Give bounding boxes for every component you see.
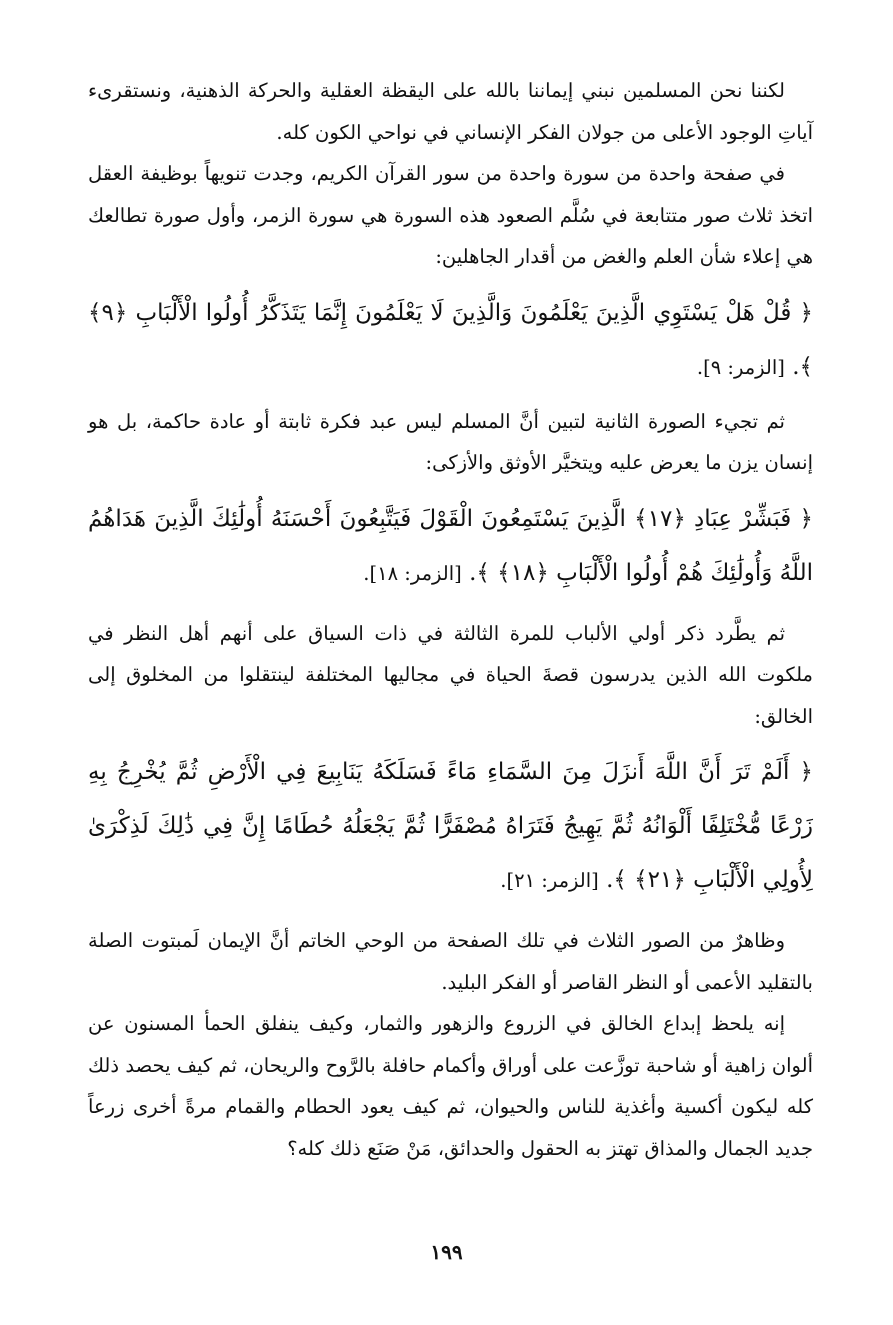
paragraph-3: ثم تجيء الصورة الثانية لتبين أنَّ المسلم ليس عبد فكرة ثابتة أو عادة حاكمة، بل هو إنسان يزن ما يعرض عليه ويتخيَّر الأوثق والأزكى: bbox=[88, 409, 813, 474]
page-number: ١٩٩ bbox=[430, 1240, 463, 1264]
verse-reference: [الزمر: ٩]. bbox=[696, 355, 785, 379]
paragraph-4: ثم يطَّرد ذكر أولي الألباب للمرة الثالثة في ذات السياق على أنهم أهل النظر في ملكوت الله الذين يدرسون قصةَ الحياة في مجاليها المختلفة لينتقلوا من المخلوق إلى الخالق: bbox=[88, 621, 813, 728]
page-body bbox=[88, 70, 813, 1169]
quran-verse-3 bbox=[88, 745, 813, 908]
verse-text: ﴿ أَلَمْ تَرَ أَنَّ اللَّهَ أَنزَلَ مِنَ السَّمَاءِ مَاءً فَسَلَكَهُ يَنَابِيعَ فِي الْأَرْضِ ثُمَّ يُخْرِجُ بِهِ زَرْعًا مُّخْتَلِفًا أَلْوَانُهُ ثُمَّ يَهِيجُ فَتَرَاهُ مُصْفَرًّا ثُمَّ يَجْعَلُهُ حُطَامًا إِنَّ فِي ذَٰلِكَ لَذِكْرَىٰ لِأُولِي الْأَلْبَابِ ﴿٢١﴾ ﴾. bbox=[88, 759, 813, 893]
verse-reference: [الزمر: ١٨]. bbox=[363, 561, 462, 585]
verse-text: ﴿ فَبَشِّرْ عِبَادِ ﴿١٧﴾ الَّذِينَ يَسْتَمِعُونَ الْقَوْلَ فَيَتَّبِعُونَ أَحْسَنَهُ أُولَٰئِكَ الَّذِينَ هَدَاهُمُ اللَّهُ وَأُولَٰئِكَ هُمْ أُولُوا الْأَلْبَابِ ﴿١٨﴾ ﴾. bbox=[88, 505, 813, 586]
verse-reference: [الزمر: ٢١]. bbox=[500, 869, 599, 892]
quran-verse-1 bbox=[88, 286, 813, 395]
paragraph-1: لكننا نحن المسلمين نبني إيماننا بالله على اليقظة العقلية والحركة الذهنية، ونستقرىء آياتِ الوجود الأعلى من جولان الفكر الإنساني في نواحي الكون كله. bbox=[88, 79, 813, 144]
verse-text: ﴿ قُلْ هَلْ يَسْتَوِي الَّذِينَ يَعْلَمُونَ وَالَّذِينَ لَا يَعْلَمُونَ إِنَّمَا يَتَذَكَّرُ أُولُوا الْأَلْبَابِ ﴿٩﴾ ﴾. bbox=[88, 299, 813, 380]
paragraph-5: وظاهرٌ من الصور الثلاث في تلك الصفحة من الوحي الخاتم أنَّ الإيمان لَمبتوت الصلة بالتقليد الأعمى أو النظر القاصر أو الفكر البليد. bbox=[88, 929, 813, 994]
paragraph-2: في صفحة واحدة من سورة واحدة من سور القرآن الكريم، وجدت تنويهاً بوظيفة العقل اتخذ ثلاث صور متتابعة في سُلَّم الصعود هذه السورة هي سورة الزمر، وأول صورة تطالعك هي إعلاء شأن العلم والغض من أقدار الجاهلين: bbox=[88, 162, 813, 268]
quran-verse-2 bbox=[88, 492, 813, 601]
paragraph-6: إنه يلحظ إبداع الخالق في الزروع والزهور والثمار، وكيف ينفلق الحمأ المسنون عن ألوان زاهية أو شاحبة توزَّعت على أوراق وأكمام حافلة بالرَّوح والريحان، ثم كيف يحصد ذلك كله ليكون أكسية وأغذية للناس والحيوان، ثم كيف يعود الحطام والقمام مرةً أخرى زرعاً جديد الجمال والمذاق تهتز به الحقول والحدائق، مَنْ صَنَع ذلك كله؟ bbox=[88, 1012, 813, 1160]
